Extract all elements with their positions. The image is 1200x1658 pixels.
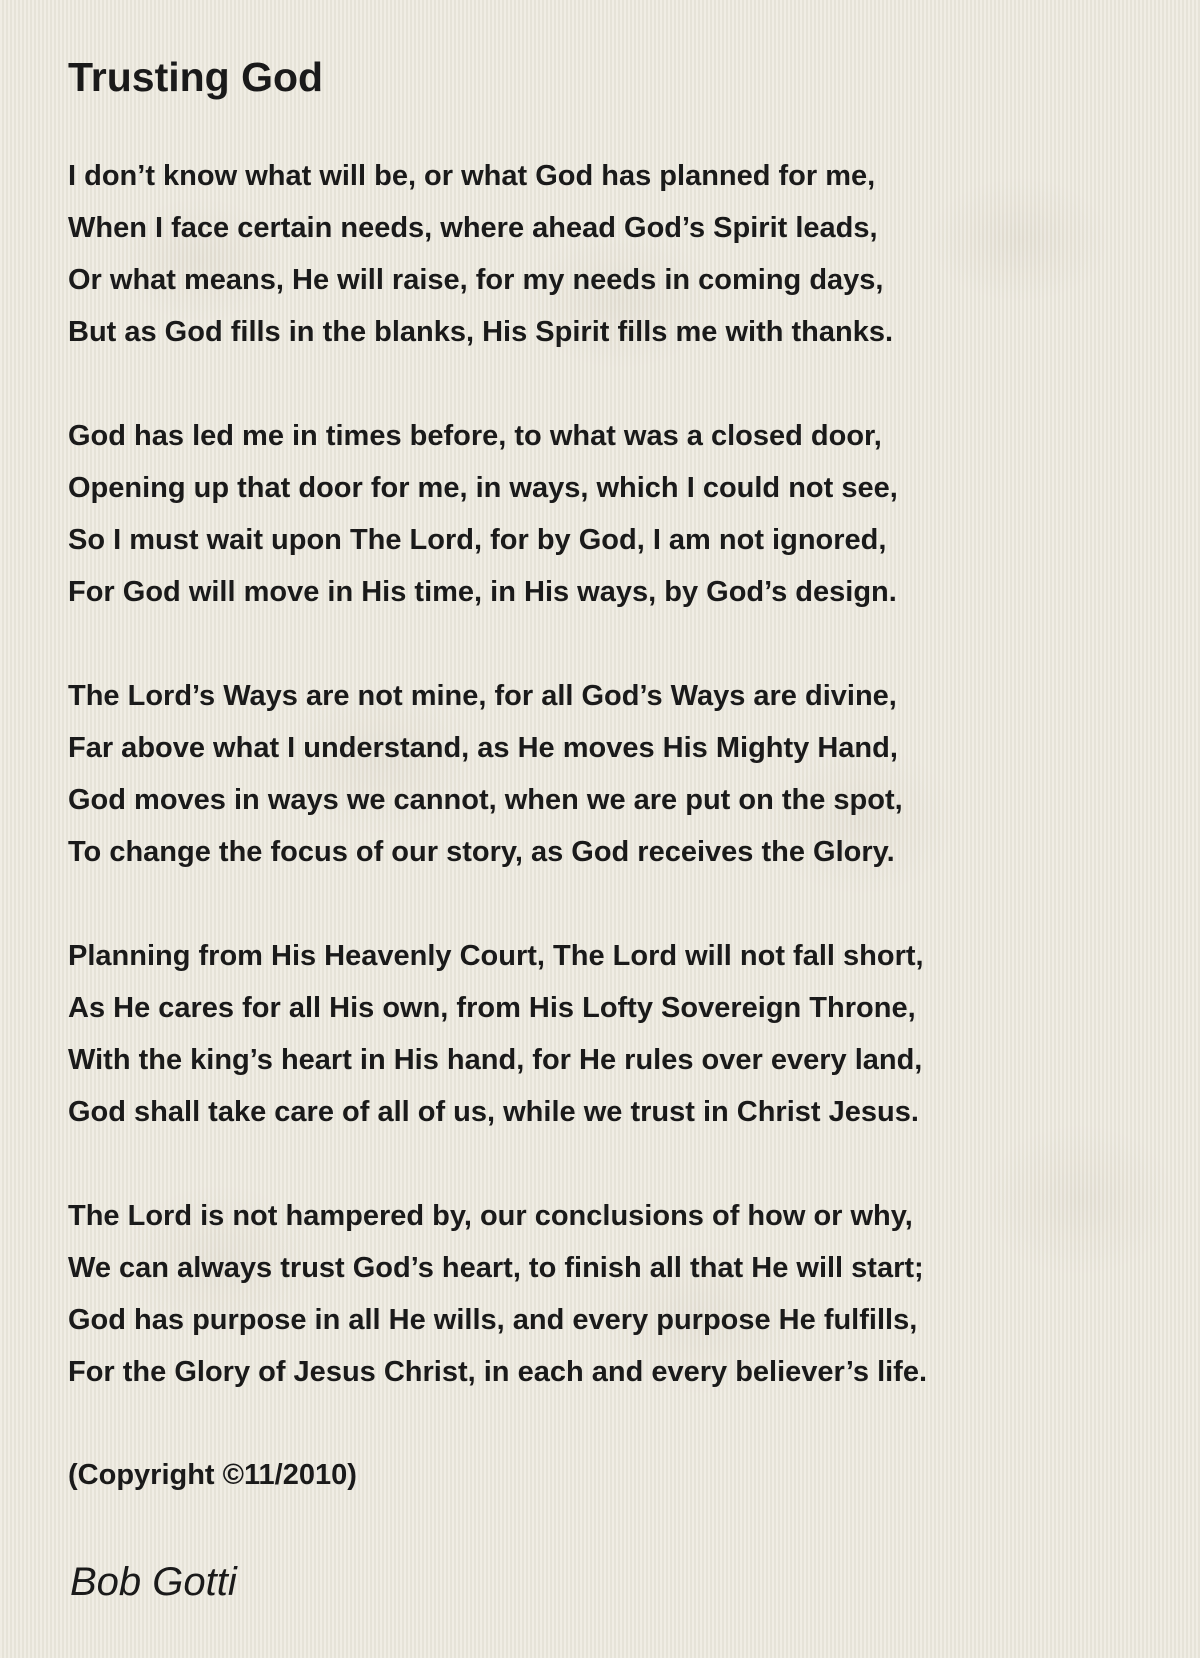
poem-line: I don’t know what will be, or what God has planned for me, bbox=[68, 160, 876, 192]
poem-line: But as God fills in the blanks, His Spirit fills me with thanks. bbox=[68, 316, 894, 348]
poem-body bbox=[68, 150, 1168, 1450]
poem-line: Opening up that door for me, in ways, which I could not see, bbox=[68, 472, 898, 504]
stanza-1 bbox=[68, 150, 1168, 358]
poem-line: God shall take care of all of us, while we trust in Christ Jesus. bbox=[68, 1096, 919, 1128]
author-name: Bob Gotti bbox=[70, 1560, 237, 1604]
poem-line: With the king’s heart in His hand, for He rules over every land, bbox=[68, 1044, 923, 1076]
poem-line: To change the focus of our story, as God receives the Glory. bbox=[68, 836, 895, 868]
poem-line: We can always trust God’s heart, to finish all that He will start; bbox=[68, 1252, 924, 1284]
poem-line: God has led me in times before, to what was a closed door, bbox=[68, 420, 882, 452]
poem-line: The Lord’s Ways are not mine, for all God’s Ways are divine, bbox=[68, 680, 897, 712]
poem-line: As He cares for all His own, from His Lofty Sovereign Throne, bbox=[68, 992, 916, 1024]
poem-line: The Lord is not hampered by, our conclusions of how or why, bbox=[68, 1200, 913, 1232]
stanza-4 bbox=[68, 930, 1168, 1138]
poem-line: Planning from His Heavenly Court, The Lord will not fall short, bbox=[68, 940, 924, 972]
poem-line: God moves in ways we cannot, when we are put on the spot, bbox=[68, 784, 903, 816]
poem-line: For the Glory of Jesus Christ, in each and every believer’s life. bbox=[68, 1356, 928, 1388]
poem-line: So I must wait upon The Lord, for by God, I am not ignored, bbox=[68, 524, 887, 556]
poem-line: When I face certain needs, where ahead God’s Spirit leads, bbox=[68, 212, 878, 244]
copyright-notice: (Copyright ©11/2010) bbox=[68, 1459, 357, 1491]
stanza-5 bbox=[68, 1190, 1168, 1398]
poem-line: Far above what I understand, as He moves His Mighty Hand, bbox=[68, 732, 898, 764]
poem-line: For God will move in His time, in His ways, by God’s design. bbox=[68, 576, 897, 608]
poem-line: Or what means, He will raise, for my needs in coming days, bbox=[68, 264, 884, 296]
poem-line: God has purpose in all He wills, and every purpose He fulfills, bbox=[68, 1304, 918, 1336]
stanza-2 bbox=[68, 410, 1168, 618]
stanza-3 bbox=[68, 670, 1168, 878]
poem-title: Trusting God bbox=[68, 54, 324, 100]
